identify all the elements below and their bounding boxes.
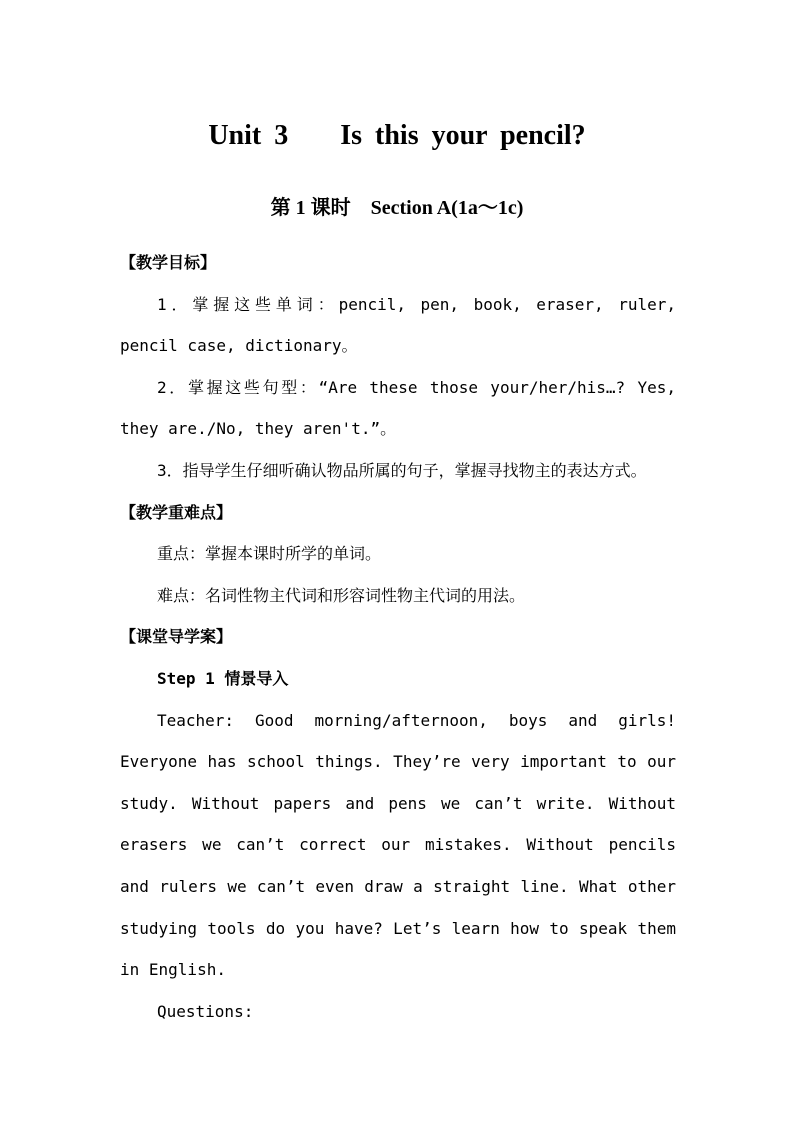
difficulty-point: 难点：名词性物主代词和形容词性物主代词的用法。	[157, 585, 526, 605]
document-body	[120, 242, 676, 1032]
key-points-heading: 【教学重难点】	[120, 502, 233, 522]
document-title: Unit 3 Is this your pencil?	[208, 120, 586, 151]
lesson-subtitle: 第 1 课时 Section A(1a～1c)	[270, 197, 524, 219]
key-point: 重点：掌握本课时所学的单词。	[157, 544, 382, 564]
questions-label: Questions:	[157, 1001, 254, 1021]
step-1-title: Step 1 情景导入	[157, 668, 289, 688]
teacher-paragraph: Teacher: Good morning/afternoon, boys and girls! Everyone has school things. They’re very important to our study. Without papers and pens we can’t write. Without erasers we can’t correct our mistakes. Without pencils and rulers we can’t even draw a straight line. What other studying tools do you have? Let’s learn how to speak them in English.	[120, 710, 676, 980]
objectives-heading: 【教学目标】	[120, 253, 217, 272]
objective-item: 1．掌握这些单词：pencil, pen, book, eraser, ruler, pencil case, dictionary。	[120, 294, 676, 356]
objective-item: 2．掌握这些句型：“Are these those your/her/his…? Yes, they are./No, they aren't.”。	[120, 377, 676, 439]
plan-heading: 【课堂导学案】	[120, 627, 233, 647]
objective-item: 3．指导学生仔细听确认物品所属的句子，掌握寻找物主的表达方式。	[157, 460, 647, 480]
